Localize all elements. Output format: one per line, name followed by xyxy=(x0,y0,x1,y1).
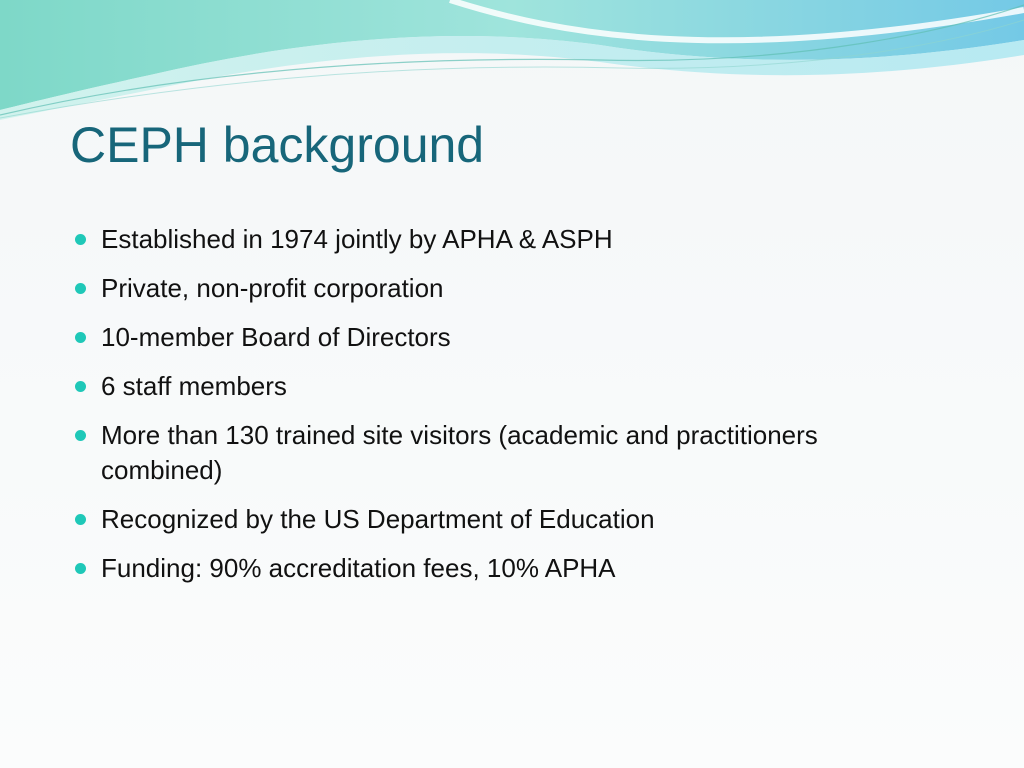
bullet-dot-icon xyxy=(75,563,86,574)
bullet-dot-icon xyxy=(75,430,86,441)
bullet-text: 10-member Board of Directors xyxy=(101,322,451,352)
list-item xyxy=(72,320,832,355)
bullet-dot-icon xyxy=(75,514,86,525)
bullet-list xyxy=(72,222,832,600)
list-item xyxy=(72,551,832,586)
list-item xyxy=(72,418,832,488)
list-item xyxy=(72,271,832,306)
bullet-dot-icon xyxy=(75,283,86,294)
list-item xyxy=(72,222,832,257)
bullet-dot-icon xyxy=(75,234,86,245)
bullet-text: Private, non-profit corporation xyxy=(101,273,444,303)
bullet-text: Established in 1974 jointly by APHA & ASPH xyxy=(101,224,613,254)
bullet-text: Funding: 90% accreditation fees, 10% APHA xyxy=(101,553,616,583)
list-item xyxy=(72,502,832,537)
list-item xyxy=(72,369,832,404)
slide-title: CEPH background xyxy=(70,117,485,173)
bullet-text: 6 staff members xyxy=(101,371,287,401)
header-wave-decoration xyxy=(0,0,1024,130)
bullet-text: More than 130 trained site visitors (academic and practitioners combined) xyxy=(101,420,818,485)
bullet-dot-icon xyxy=(75,332,86,343)
bullet-text: Recognized by the US Department of Education xyxy=(101,504,655,534)
bullet-dot-icon xyxy=(75,381,86,392)
